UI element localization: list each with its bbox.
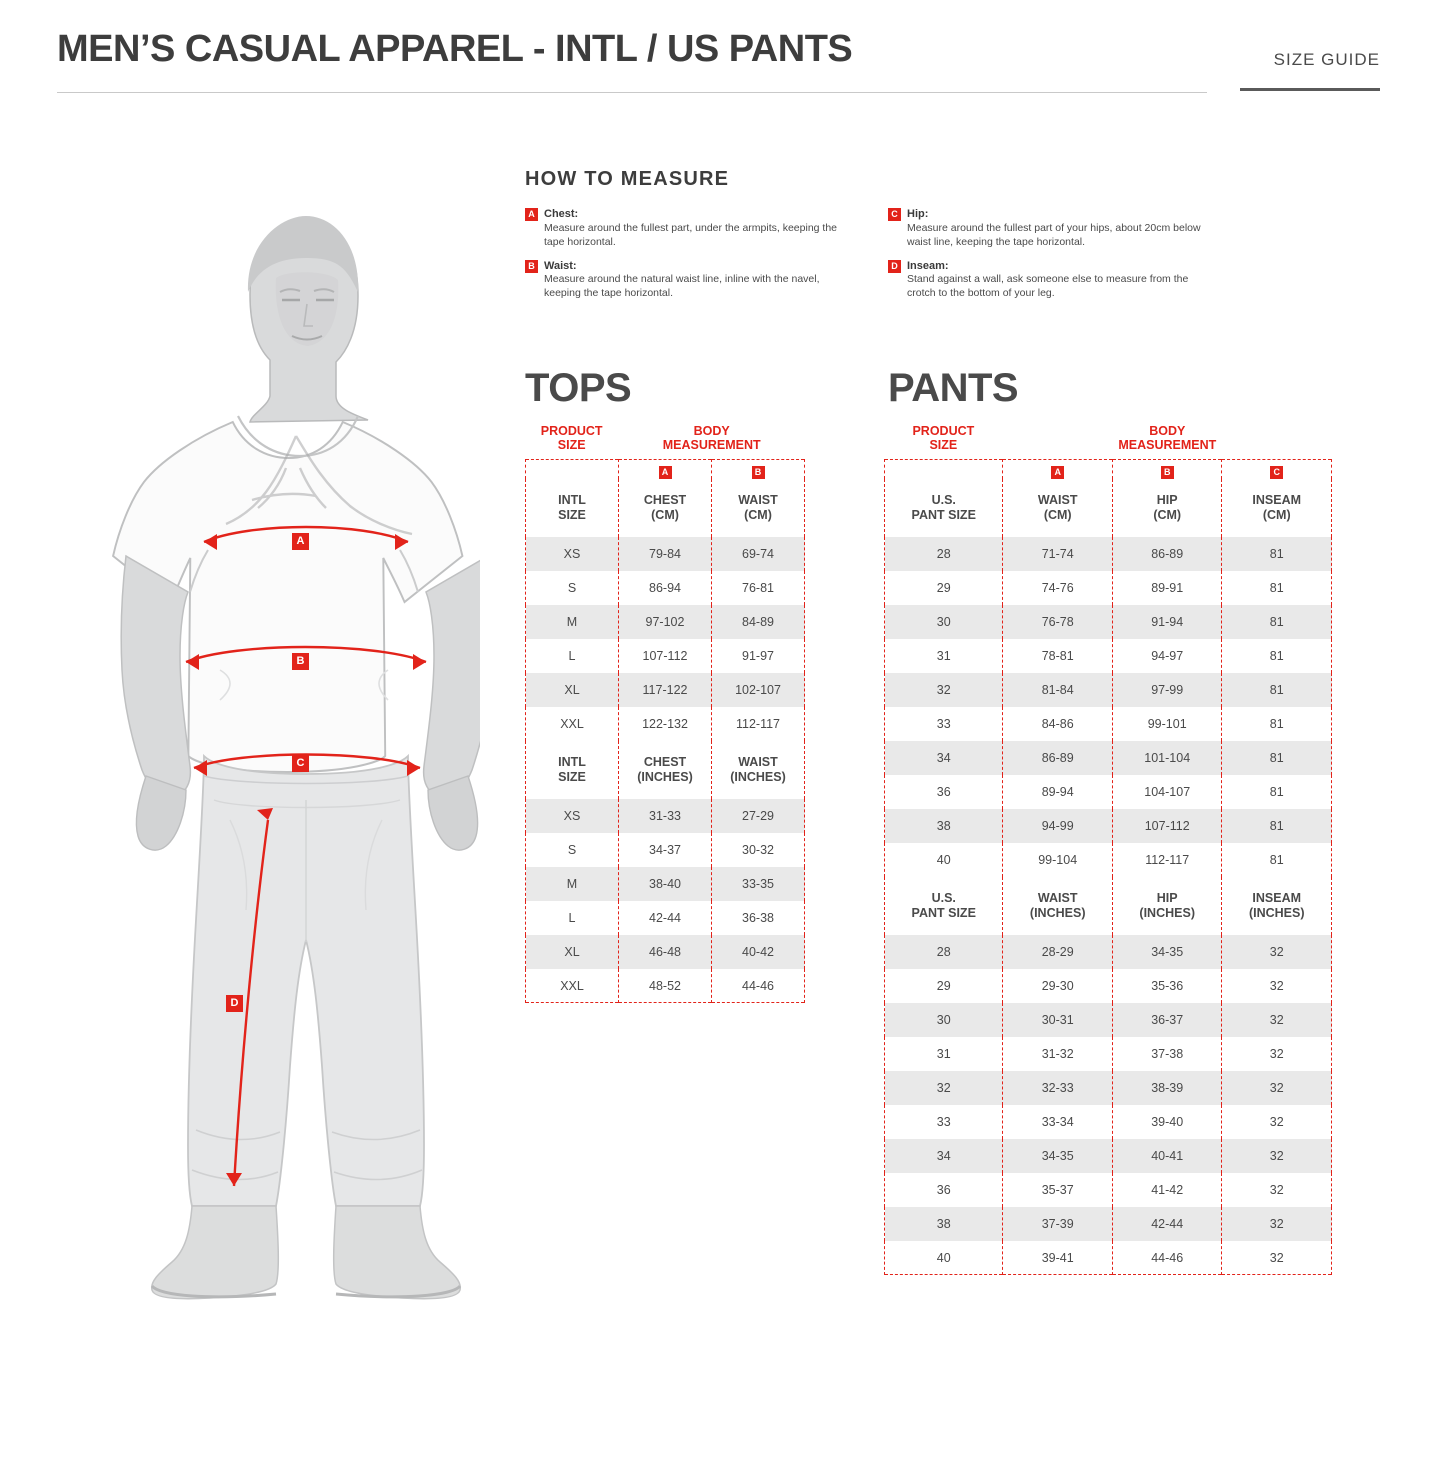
pants-cm-size: 28	[885, 537, 1003, 571]
tops-product-size-header-line1: PRODUCT	[540, 424, 603, 438]
pants-cm-badge-empty	[885, 459, 1003, 479]
tops-cm-badge-row	[526, 459, 805, 479]
pants-cm-size: 34	[885, 741, 1003, 775]
pants-cm-waist: 89-94	[1003, 775, 1113, 809]
tops-in-col-size	[526, 741, 619, 799]
page-title: MEN’S CASUAL APPAREL - INTL / US PANTS	[57, 28, 853, 70]
tops-section-title: TOPS	[525, 366, 632, 410]
pants-in-size: 36	[885, 1173, 1003, 1207]
pants-in-col-hip-l2: (INCHES)	[1139, 905, 1195, 920]
table-row	[885, 969, 1332, 1003]
pants-body-measurement-header-line2: MEASUREMENT	[1118, 438, 1217, 453]
pants-cm-waist: 76-78	[1003, 605, 1113, 639]
pants-cm-col-size	[885, 479, 1003, 537]
pants-in-size: 38	[885, 1207, 1003, 1241]
tops-in-col-chest-l1: CHEST	[643, 754, 687, 769]
measure-item-hip-label: Hip:	[907, 208, 929, 220]
pants-cm-waist: 86-89	[1003, 741, 1113, 775]
pants-in-col-hip	[1112, 877, 1222, 935]
table-row	[885, 537, 1332, 571]
pants-cm-size: 40	[885, 843, 1003, 877]
measure-item-chest-label: Chest:	[544, 208, 579, 220]
table-row	[885, 809, 1332, 843]
table-row	[885, 935, 1332, 969]
mannequin-figure	[100, 200, 480, 1320]
table-row	[526, 571, 805, 605]
pants-in-hip: 37-38	[1112, 1037, 1222, 1071]
pants-cm-hip: 91-94	[1112, 605, 1222, 639]
pants-in-inseam: 32	[1222, 1105, 1332, 1139]
tops-in-chest: 38-40	[619, 867, 712, 901]
pants-in-size: 28	[885, 935, 1003, 969]
tops-in-size: M	[526, 867, 619, 901]
pants-cm-waist: 71-74	[1003, 537, 1113, 571]
tops-cm-waist: 76-81	[712, 571, 805, 605]
figure-letter-c: C	[292, 755, 309, 772]
table-row	[885, 707, 1332, 741]
tops-in-chest: 31-33	[619, 799, 712, 833]
measure-item-waist-label: Waist:	[544, 259, 577, 272]
tops-in-size: XL	[526, 935, 619, 969]
pants-body-measurement-header-line1: BODY	[1149, 424, 1186, 438]
pants-cm-column-headers	[885, 479, 1332, 537]
figure-letter-b: B	[292, 653, 309, 670]
pants-cm-inseam: 81	[1222, 605, 1332, 639]
tops-cm-size: XL	[526, 673, 619, 707]
tops-in-size: L	[526, 901, 619, 935]
pants-cm-inseam: 81	[1222, 843, 1332, 877]
pants-in-inseam: 32	[1222, 969, 1332, 1003]
pants-size-table	[884, 459, 1332, 1276]
header-accent-rule	[1240, 88, 1380, 91]
tops-in-waist: 36-38	[712, 901, 805, 935]
measure-item-inseam-label: Inseam:	[907, 259, 949, 272]
tops-cm-col-waist	[712, 479, 805, 537]
pants-in-inseam: 32	[1222, 1241, 1332, 1275]
pants-in-size: 31	[885, 1037, 1003, 1071]
pants-in-col-size	[885, 877, 1003, 935]
pants-cm-size: 29	[885, 571, 1003, 605]
pants-in-waist: 31-32	[1003, 1037, 1113, 1071]
pants-in-waist: 28-29	[1003, 935, 1113, 969]
table-row	[885, 1139, 1332, 1173]
pants-in-hip: 40-41	[1112, 1139, 1222, 1173]
pants-cm-col-waist	[1003, 479, 1113, 537]
tops-in-waist: 27-29	[712, 799, 805, 833]
tops-cm-col-size-l2: SIZE	[558, 507, 586, 522]
pants-in-size: 30	[885, 1003, 1003, 1037]
figure-letter-a: A	[292, 533, 309, 550]
pants-in-col-size-l1: U.S.	[931, 890, 956, 905]
size-guide-label: SIZE GUIDE	[1273, 50, 1380, 69]
table-row	[885, 1037, 1332, 1071]
tops-size-table	[525, 459, 805, 1004]
pants-in-col-inseam-l1: INSEAM	[1252, 890, 1302, 905]
pants-cm-waist: 81-84	[1003, 673, 1113, 707]
tops-cm-waist: 102-107	[712, 673, 805, 707]
pants-in-size: 33	[885, 1105, 1003, 1139]
table-row	[885, 775, 1332, 809]
pants-in-waist: 37-39	[1003, 1207, 1113, 1241]
badge-d-icon: D	[888, 260, 901, 273]
tops-in-chest: 34-37	[619, 833, 712, 867]
pants-in-col-size-l2: PANT SIZE	[911, 905, 976, 920]
tops-cm-col-chest-l2: (CM)	[651, 507, 679, 522]
tops-in-waist: 44-46	[712, 969, 805, 1003]
pants-cm-size: 32	[885, 673, 1003, 707]
table-row	[885, 639, 1332, 673]
badge-c-icon: C	[1270, 466, 1283, 479]
pants-in-col-waist	[1003, 877, 1113, 935]
pants-cm-inseam: 81	[1222, 775, 1332, 809]
tops-cm-col-waist-l1: WAIST	[738, 492, 778, 507]
pants-cm-inseam: 81	[1222, 809, 1332, 843]
tops-cm-chest: 122-132	[619, 707, 712, 741]
tops-in-col-size-l1: INTL	[558, 754, 586, 769]
table-row	[526, 639, 805, 673]
table-row	[526, 867, 805, 901]
pants-in-size: 32	[885, 1071, 1003, 1105]
measure-item-hip-text: Measure around the fullest part of your hips, about 20cm below waist line, keeping the tape horizontal.	[907, 221, 1201, 248]
measure-item-waist-text: Measure around the natural waist line, inline with the navel, keeping the tape horizontal.	[544, 273, 820, 300]
pants-cm-size: 33	[885, 707, 1003, 741]
pants-in-hip: 38-39	[1112, 1071, 1222, 1105]
pants-in-waist: 33-34	[1003, 1105, 1113, 1139]
pants-in-inseam: 32	[1222, 1037, 1332, 1071]
pants-inseam-badge-cell	[1222, 459, 1332, 479]
pants-in-size: 29	[885, 969, 1003, 1003]
pants-in-inseam: 32	[1222, 1173, 1332, 1207]
pants-cm-col-inseam-l2: (CM)	[1262, 507, 1291, 522]
tops-cm-chest: 97-102	[619, 605, 712, 639]
tops-in-col-size-l2: SIZE	[558, 769, 586, 784]
table-row	[526, 935, 805, 969]
pants-in-inseam: 32	[1222, 935, 1332, 969]
pants-cm-waist: 78-81	[1003, 639, 1113, 673]
table-row	[885, 843, 1332, 877]
tops-cm-badge-empty	[526, 459, 619, 479]
pants-cm-badge-row	[885, 459, 1332, 479]
measure-item-inseam-text: Stand against a wall, ask someone else to measure from the crotch to the bottom of your leg.	[907, 273, 1189, 300]
pants-cm-col-size-l2: PANT SIZE	[911, 507, 976, 522]
pants-section-title: PANTS	[888, 366, 1019, 410]
pants-cm-inseam: 81	[1222, 537, 1332, 571]
tops-table-block	[525, 424, 805, 1003]
badge-b-icon: B	[1161, 466, 1174, 479]
tops-in-size: S	[526, 833, 619, 867]
table-row	[885, 605, 1332, 639]
pants-cm-size: 30	[885, 605, 1003, 639]
tops-in-col-waist-l1: WAIST	[738, 754, 778, 769]
table-row	[885, 741, 1332, 775]
pants-in-hip: 39-40	[1112, 1105, 1222, 1139]
tops-in-size: XS	[526, 799, 619, 833]
pants-cm-size: 36	[885, 775, 1003, 809]
pants-product-size-header-line1: PRODUCT	[912, 424, 975, 438]
pants-cm-inseam: 81	[1222, 707, 1332, 741]
pants-in-col-waist-l1: WAIST	[1037, 890, 1078, 905]
tops-cm-waist: 69-74	[712, 537, 805, 571]
pants-in-col-inseam	[1222, 877, 1332, 935]
table-row	[526, 799, 805, 833]
pants-waist-badge-cell	[1003, 459, 1113, 479]
table-row	[526, 969, 805, 1003]
tops-cm-column-headers	[526, 479, 805, 537]
table-row	[885, 673, 1332, 707]
tops-in-col-chest	[619, 741, 712, 799]
pants-cm-col-hip	[1112, 479, 1222, 537]
measure-item-chest-text: Measure around the fullest part, under the armpits, keeping the tape horizontal.	[544, 221, 838, 248]
pants-in-hip: 41-42	[1112, 1173, 1222, 1207]
tops-cm-col-chest-l1: CHEST	[643, 492, 687, 507]
table-row	[885, 1003, 1332, 1037]
table-row	[526, 537, 805, 571]
page-header	[0, 0, 1440, 98]
tops-in-chest: 46-48	[619, 935, 712, 969]
tops-in-waist: 33-35	[712, 867, 805, 901]
table-row	[885, 571, 1332, 605]
pants-cm-hip: 104-107	[1112, 775, 1222, 809]
pants-in-hip: 34-35	[1112, 935, 1222, 969]
tops-product-size-header-line2: SIZE	[557, 438, 586, 453]
table-row	[526, 605, 805, 639]
measure-item-waist	[525, 259, 845, 302]
tops-cm-size: S	[526, 571, 619, 605]
pants-in-col-inseam-l2: (INCHES)	[1248, 905, 1305, 920]
pants-table-block	[884, 424, 1332, 1275]
measure-item-chest	[525, 207, 845, 250]
badge-a-icon: A	[1051, 466, 1064, 479]
header-divider	[57, 92, 1207, 93]
badge-b-icon: B	[752, 466, 765, 479]
pants-in-hip: 42-44	[1112, 1207, 1222, 1241]
pants-table-group-headers	[884, 424, 1332, 459]
pants-cm-col-waist-l1: WAIST	[1037, 492, 1078, 507]
pants-cm-hip: 89-91	[1112, 571, 1222, 605]
tops-cm-col-waist-l2: (CM)	[744, 507, 772, 522]
tops-chest-badge-cell	[619, 459, 712, 479]
table-row	[526, 673, 805, 707]
tops-cm-size: XS	[526, 537, 619, 571]
pants-cm-inseam: 81	[1222, 571, 1332, 605]
tops-cm-chest: 107-112	[619, 639, 712, 673]
pants-in-inseam: 32	[1222, 1139, 1332, 1173]
pants-in-size: 34	[885, 1139, 1003, 1173]
pants-cm-hip: 107-112	[1112, 809, 1222, 843]
table-row	[526, 707, 805, 741]
tops-cm-chest: 79-84	[619, 537, 712, 571]
measure-item-inseam	[888, 259, 1208, 302]
pants-in-waist: 34-35	[1003, 1139, 1113, 1173]
tops-cm-chest: 117-122	[619, 673, 712, 707]
figure-letter-d: D	[226, 995, 243, 1012]
tops-cm-col-size-l1: INTL	[558, 492, 586, 507]
how-to-measure-column-right	[888, 207, 1208, 310]
pants-product-size-header-line2: SIZE	[929, 438, 958, 453]
tops-cm-size: L	[526, 639, 619, 673]
table-row	[526, 901, 805, 935]
measure-item-hip	[888, 207, 1208, 250]
tops-cm-waist: 84-89	[712, 605, 805, 639]
tops-in-size: XXL	[526, 969, 619, 1003]
pants-cm-waist: 84-86	[1003, 707, 1113, 741]
pants-in-waist: 30-31	[1003, 1003, 1113, 1037]
tops-cm-chest: 86-94	[619, 571, 712, 605]
pants-cm-waist: 74-76	[1003, 571, 1113, 605]
tops-in-col-chest-l2: (INCHES)	[637, 769, 693, 784]
pants-in-col-waist-l2: (INCHES)	[1029, 905, 1086, 920]
pants-cm-inseam: 81	[1222, 673, 1332, 707]
pants-in-col-hip-l1: HIP	[1156, 890, 1178, 905]
pants-cm-col-waist-l2: (CM)	[1043, 507, 1072, 522]
pants-in-waist: 39-41	[1003, 1241, 1113, 1275]
pants-in-hip: 44-46	[1112, 1241, 1222, 1275]
pants-cm-waist: 99-104	[1003, 843, 1113, 877]
table-row	[885, 1071, 1332, 1105]
pants-in-hip: 35-36	[1112, 969, 1222, 1003]
pants-hip-badge-cell	[1112, 459, 1222, 479]
pants-in-waist: 35-37	[1003, 1173, 1113, 1207]
table-row	[885, 1241, 1332, 1275]
tops-inches-column-headers	[526, 741, 805, 799]
pants-cm-size: 31	[885, 639, 1003, 673]
pants-inches-column-headers	[885, 877, 1332, 935]
pants-cm-inseam: 81	[1222, 741, 1332, 775]
pants-cm-hip: 101-104	[1112, 741, 1222, 775]
pants-cm-hip: 99-101	[1112, 707, 1222, 741]
tops-cm-waist: 91-97	[712, 639, 805, 673]
pants-cm-inseam: 81	[1222, 639, 1332, 673]
tops-waist-badge-cell	[712, 459, 805, 479]
pants-cm-col-hip-l2: (CM)	[1153, 507, 1182, 522]
pants-cm-waist: 94-99	[1003, 809, 1113, 843]
pants-in-size: 40	[885, 1241, 1003, 1275]
how-to-measure-title: HOW TO MEASURE	[525, 168, 730, 190]
pants-cm-hip: 97-99	[1112, 673, 1222, 707]
how-to-measure-column-left	[525, 207, 845, 310]
tops-in-col-waist-l2: (INCHES)	[730, 769, 786, 784]
tops-cm-col-size	[526, 479, 619, 537]
tops-table-group-headers	[525, 424, 805, 459]
pants-cm-hip: 94-97	[1112, 639, 1222, 673]
tops-in-waist: 30-32	[712, 833, 805, 867]
pants-in-inseam: 32	[1222, 1207, 1332, 1241]
badge-b-icon: B	[525, 260, 538, 273]
pants-cm-hip: 86-89	[1112, 537, 1222, 571]
tops-cm-col-chest	[619, 479, 712, 537]
pants-in-waist: 29-30	[1003, 969, 1113, 1003]
table-row	[885, 1173, 1332, 1207]
tops-cm-size: M	[526, 605, 619, 639]
tops-body-measurement-header-line1: BODY	[693, 424, 730, 438]
tops-body-measurement-header-line2: MEASUREMENT	[662, 438, 761, 453]
pants-cm-hip: 112-117	[1112, 843, 1222, 877]
pants-in-inseam: 32	[1222, 1071, 1332, 1105]
how-to-measure-section	[525, 168, 1225, 310]
tops-in-chest: 42-44	[619, 901, 712, 935]
badge-c-icon: C	[888, 208, 901, 221]
tops-in-chest: 48-52	[619, 969, 712, 1003]
pants-in-inseam: 32	[1222, 1003, 1332, 1037]
body-measurement-illustration	[100, 200, 480, 1320]
table-row	[885, 1105, 1332, 1139]
pants-cm-col-hip-l1: HIP	[1156, 492, 1178, 507]
pants-cm-col-size-l1: U.S.	[931, 492, 956, 507]
table-row	[885, 1207, 1332, 1241]
pants-cm-col-inseam-l1: INSEAM	[1252, 492, 1302, 507]
tops-in-col-waist	[712, 741, 805, 799]
tops-cm-waist: 112-117	[712, 707, 805, 741]
pants-in-hip: 36-37	[1112, 1003, 1222, 1037]
pants-cm-size: 38	[885, 809, 1003, 843]
pants-in-waist: 32-33	[1003, 1071, 1113, 1105]
badge-a-icon: A	[525, 208, 538, 221]
tops-in-waist: 40-42	[712, 935, 805, 969]
badge-a-icon: A	[659, 466, 672, 479]
tops-cm-size: XXL	[526, 707, 619, 741]
table-row	[526, 833, 805, 867]
pants-cm-col-inseam	[1222, 479, 1332, 537]
